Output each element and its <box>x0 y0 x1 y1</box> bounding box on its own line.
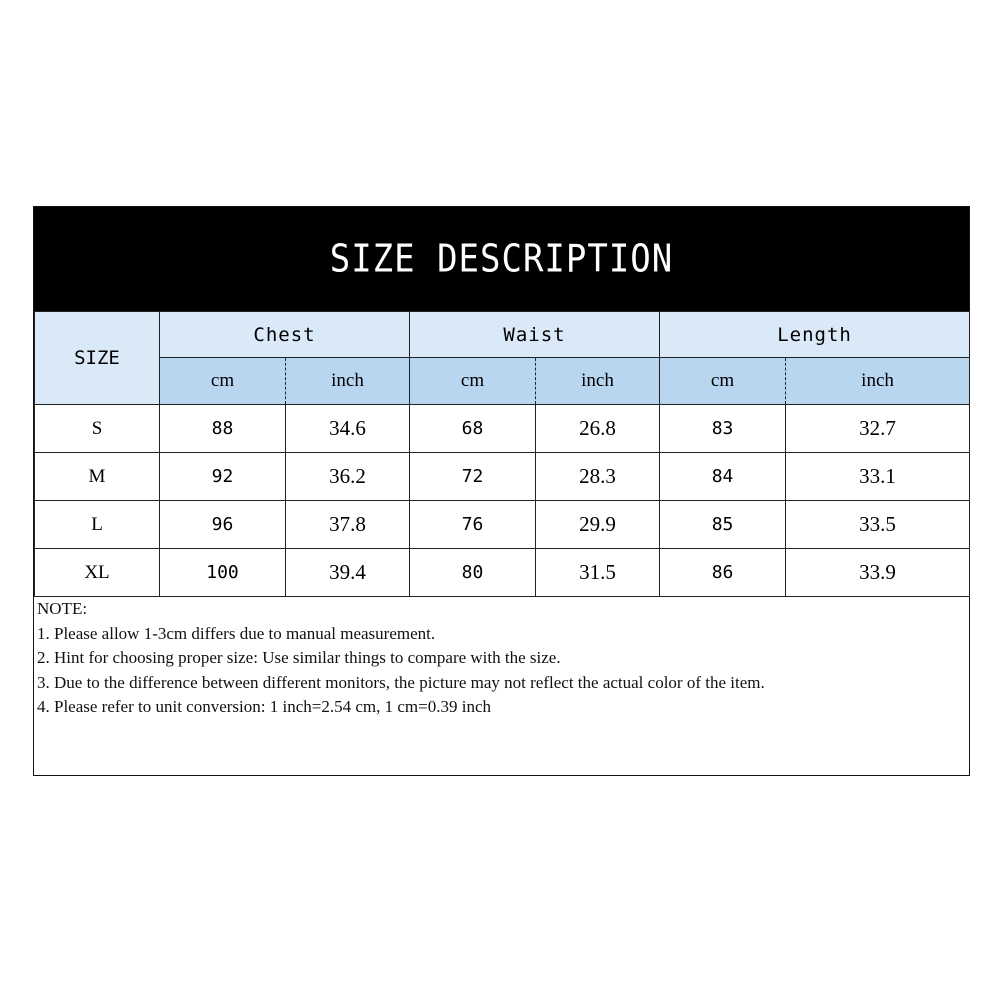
length-cm-cell: 83 <box>660 405 786 453</box>
waist-inch-cell: 26.8 <box>536 405 660 453</box>
waist-inch-header: inch <box>536 358 660 405</box>
chest-inch-cell: 36.2 <box>286 453 410 501</box>
waist-cm-cell: 80 <box>410 549 536 597</box>
chest-cm-cell: 92 <box>160 453 286 501</box>
table-row <box>35 453 970 501</box>
chest-cm-cell: 96 <box>160 501 286 549</box>
length-inch-cell: 32.7 <box>786 405 970 453</box>
length-inch-cell: 33.1 <box>786 453 970 501</box>
table-row <box>35 549 970 597</box>
chest-inch-cell: 39.4 <box>286 549 410 597</box>
length-cm-header: cm <box>660 358 786 405</box>
header-row-groups <box>35 312 970 358</box>
notes-heading: NOTE: <box>37 599 88 618</box>
note-item: 2. Hint for choosing proper size: Use similar things to compare with the size. <box>37 648 561 667</box>
waist-inch-cell: 29.9 <box>536 501 660 549</box>
table-row <box>35 405 970 453</box>
notes-section <box>37 597 962 720</box>
length-cm-cell: 85 <box>660 501 786 549</box>
length-header: Length <box>660 312 970 358</box>
size-cell: M <box>35 453 160 501</box>
chest-header: Chest <box>160 312 410 358</box>
waist-cm-cell: 72 <box>410 453 536 501</box>
size-column-header: SIZE <box>35 312 160 405</box>
length-inch-header: inch <box>786 358 970 405</box>
chest-inch-header: inch <box>286 358 410 405</box>
length-cm-cell: 84 <box>660 453 786 501</box>
note-item: 1. Please allow 1-3cm differs due to manual measurement. <box>37 623 436 643</box>
waist-inch-cell: 31.5 <box>536 549 660 597</box>
table-row <box>35 501 970 549</box>
length-inch-cell: 33.5 <box>786 501 970 549</box>
waist-cm-header: cm <box>410 358 536 405</box>
size-cell: XL <box>35 549 160 597</box>
waist-header: Waist <box>410 312 660 358</box>
size-cell: S <box>35 405 160 453</box>
note-item: 4. Please refer to unit conversion: 1 inch=2.54 cm, 1 cm=0.39 inch <box>37 697 491 716</box>
title-bar <box>34 207 969 311</box>
chest-inch-cell: 37.8 <box>286 501 410 549</box>
chest-inch-cell: 34.6 <box>286 405 410 453</box>
length-cm-cell: 86 <box>660 549 786 597</box>
chart-title: SIZE DESCRIPTION <box>329 236 674 282</box>
size-chart <box>33 206 970 776</box>
length-inch-cell: 33.9 <box>786 549 970 597</box>
chest-cm-cell: 88 <box>160 405 286 453</box>
size-table <box>34 311 970 597</box>
size-cell: L <box>35 501 160 549</box>
chest-cm-cell: 100 <box>160 549 286 597</box>
note-item: 3. Due to the difference between different monitors, the picture may not reflect the actual color of the item. <box>37 672 765 692</box>
header-row-units <box>35 358 970 405</box>
waist-inch-cell: 28.3 <box>536 453 660 501</box>
chest-cm-header: cm <box>160 358 286 405</box>
waist-cm-cell: 68 <box>410 405 536 453</box>
waist-cm-cell: 76 <box>410 501 536 549</box>
